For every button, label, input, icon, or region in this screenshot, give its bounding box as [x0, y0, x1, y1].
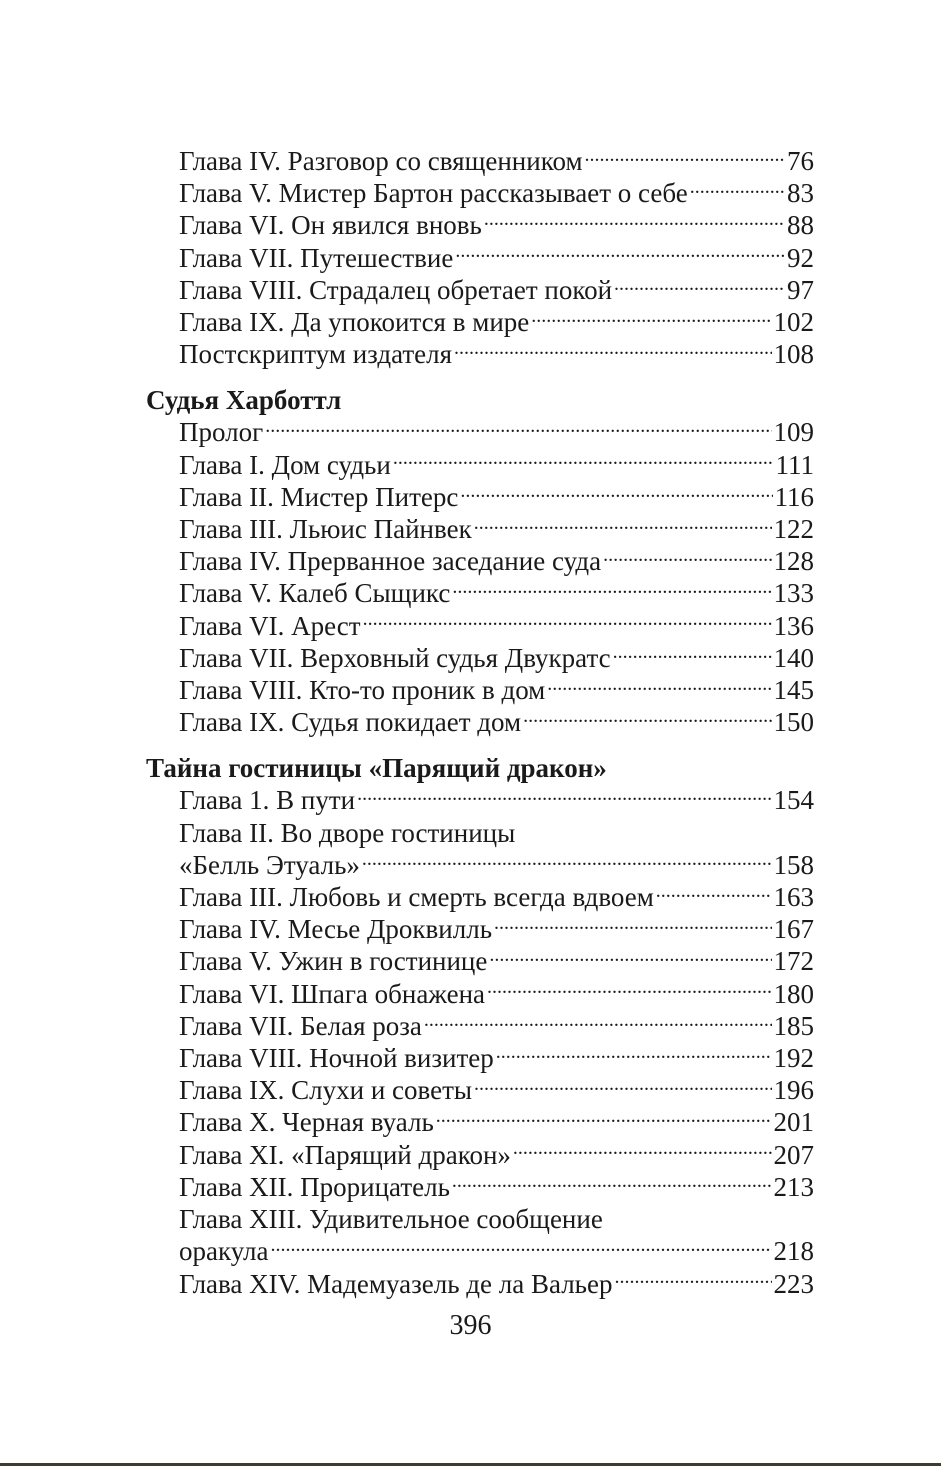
toc-entry	[179, 545, 814, 577]
toc-entry-page: 108	[773, 339, 814, 370]
toc-entry	[179, 674, 814, 706]
toc-entry	[179, 642, 814, 674]
toc-entry-title: оракула	[179, 1236, 269, 1267]
dot-leader	[474, 518, 772, 538]
dot-leader	[585, 150, 785, 170]
toc-entry	[179, 209, 814, 241]
toc-entry-page: 136	[773, 610, 814, 641]
toc-entry-title: Глава III. Любовь и смерть всегда вдвоем	[179, 882, 654, 913]
toc-entry-page: 180	[773, 978, 814, 1009]
toc-entry-page: 109	[773, 417, 814, 448]
toc-entry	[179, 1074, 814, 1106]
dot-leader	[496, 1047, 772, 1067]
toc-entry-title: Глава I. Дом судьи	[179, 449, 391, 480]
toc-entry-title: Глава V. Мистер Бартон рассказывает о себе	[179, 178, 688, 209]
toc-entry-page: 207	[773, 1139, 814, 1170]
toc-entry	[179, 978, 814, 1010]
dot-leader	[487, 983, 771, 1003]
toc-entry	[179, 416, 814, 448]
toc-section-dragon	[146, 752, 814, 1299]
toc-entry-title: Глава IV. Месье Дроквилль	[179, 914, 493, 945]
toc-entry-title: Глава VI. Шпага обнажена	[179, 978, 486, 1009]
dot-leader	[363, 615, 772, 635]
toc-entry-title: Глава IV. Прерванное заседание суда	[179, 546, 602, 577]
dot-leader	[614, 279, 785, 299]
toc-entry-first-line: Глава II. Во дворе гостиницы	[179, 817, 516, 848]
toc-entry-page: 97	[787, 274, 814, 305]
toc-entry	[179, 1106, 814, 1138]
toc-entry-page: 150	[773, 707, 814, 738]
toc-entry	[179, 913, 814, 945]
toc-entry	[179, 945, 814, 977]
toc-entry-page: 111	[775, 449, 814, 480]
toc-entry	[179, 274, 814, 306]
toc-entry-page: 102	[773, 307, 814, 338]
dot-leader	[523, 711, 771, 731]
dot-leader	[489, 950, 771, 970]
section-title: Тайна гостиницы «Парящий дракон»	[146, 753, 607, 784]
toc-entry-title: Глава X. Черная вуаль	[179, 1107, 434, 1138]
toc-entry	[179, 177, 814, 209]
toc-entry	[179, 1139, 814, 1171]
toc-entry-title: «Белль Этуаль»	[179, 849, 360, 880]
page-number: 396	[449, 1310, 492, 1341]
toc-entry	[179, 145, 814, 177]
toc-entry-title: Глава IV. Разговор со священником	[179, 146, 583, 176]
toc-entry-first-line: Глава XIII. Удивительное сообщение	[179, 1204, 603, 1235]
toc-entry-title: Глава III. Льюис Пайнвек	[179, 514, 472, 545]
toc-entry-page: 145	[773, 675, 814, 706]
toc-entry-page: 223	[773, 1268, 814, 1299]
toc-entry	[179, 1268, 814, 1300]
dot-leader	[513, 1144, 772, 1164]
toc-entry-title: Глава IX. Да упокоится в мире	[179, 307, 530, 338]
toc-entry-title: Глава IX. Слухи и советы	[179, 1075, 473, 1106]
toc-entry-page: 133	[773, 578, 814, 609]
dot-leader	[484, 214, 785, 234]
toc-entry-title: Глава V. Калеб Сыщикс	[179, 578, 451, 609]
toc-entry	[179, 1042, 814, 1074]
toc-entry-title: Глава V. Ужин в гостинице	[179, 946, 488, 977]
toc-entry	[179, 338, 814, 370]
toc-entry	[179, 513, 814, 545]
dot-leader	[603, 550, 771, 570]
toc-entry	[179, 306, 814, 338]
toc-entry-title: Глава VIII. Кто-то проник в дом	[179, 675, 546, 706]
dot-leader	[424, 1015, 772, 1035]
toc-entry-page: 172	[773, 946, 814, 977]
toc-section-judge	[146, 384, 814, 738]
toc-entry-page: 192	[773, 1043, 814, 1074]
toc-entry	[179, 1235, 814, 1267]
dot-leader	[455, 247, 785, 267]
toc-entry-page: 88	[787, 210, 814, 241]
toc-entry-page: 116	[774, 481, 814, 512]
toc-entry-page: 140	[773, 642, 814, 673]
toc-entry-page: 218	[773, 1236, 814, 1267]
dot-leader	[547, 679, 771, 699]
dot-leader	[452, 582, 771, 602]
toc-entry-title: Глава XIV. Мадемуазель де ла Вальер	[179, 1268, 613, 1299]
toc-entry-title: Постскриптум издателя	[179, 339, 453, 370]
toc-entry	[179, 706, 814, 738]
toc-entry-page: 163	[773, 882, 814, 913]
toc-entry	[179, 1010, 814, 1042]
toc-entry-title: Глава II. Мистер Питерс	[179, 481, 459, 512]
toc-entry-page: 92	[787, 242, 814, 273]
toc-entry-title: Глава VII. Белая роза	[179, 1010, 422, 1041]
toc-entry	[179, 784, 814, 816]
dot-leader	[362, 854, 772, 874]
toc-entry-title: Глава XI. «Парящий дракон»	[179, 1139, 511, 1170]
toc-entry-page: 158	[773, 849, 814, 880]
toc-entry-title: Глава VIII. Ночной визитер	[179, 1043, 494, 1074]
toc-entry	[179, 881, 814, 913]
dot-leader	[474, 1079, 771, 1099]
toc-entry-title: Глава 1. В пути	[179, 785, 356, 816]
toc-entry	[179, 610, 814, 642]
toc-entry	[179, 449, 814, 481]
toc-section-continued	[146, 145, 814, 370]
dot-leader	[460, 486, 772, 506]
toc-entry	[179, 849, 814, 881]
toc-entry-page: 167	[773, 914, 814, 945]
toc-entry-page: 128	[773, 546, 814, 577]
dot-leader	[690, 182, 785, 202]
toc-entry-page: 122	[773, 514, 814, 545]
toc-entry-title: Глава VII. Верховный судья Двукратс	[179, 642, 611, 673]
toc-entry-title: Глава VII. Путешествие	[179, 242, 454, 273]
toc-entry-title: Глава IX. Судья покидает дом	[179, 707, 522, 738]
toc-entry-page: 76	[787, 146, 814, 176]
toc-entry-title: Глава VIII. Страдалец обретает покой	[179, 274, 613, 305]
toc-entry-page: 185	[773, 1010, 814, 1041]
dot-leader	[452, 1176, 772, 1196]
dot-leader	[454, 343, 771, 363]
toc-entry-page: 213	[773, 1171, 814, 1202]
dot-leader	[614, 1273, 771, 1293]
section-title: Судья Харботтл	[146, 385, 342, 416]
dot-leader	[656, 886, 772, 906]
toc-entry	[179, 242, 814, 274]
dot-leader	[265, 421, 771, 441]
toc-entry-title: Пролог	[179, 417, 264, 448]
toc-entry-title: Глава VI. Он явился вновь	[179, 210, 482, 241]
toc-entry	[179, 577, 814, 609]
toc-entry-title: Глава VI. Арест	[179, 610, 361, 641]
toc-entry-page: 196	[773, 1075, 814, 1106]
toc-entry	[179, 481, 814, 513]
dot-leader	[271, 1240, 772, 1260]
toc-entry-page: 154	[773, 785, 814, 816]
toc-entry-title: Глава XII. Прорицатель	[179, 1171, 450, 1202]
dot-leader	[531, 311, 771, 331]
toc-entry-page: 83	[787, 178, 814, 209]
toc-entry-page: 201	[773, 1107, 814, 1138]
table-of-contents	[146, 145, 814, 1300]
dot-leader	[494, 918, 771, 938]
dot-leader	[393, 454, 774, 474]
dot-leader	[613, 647, 772, 667]
toc-entry	[179, 1171, 814, 1203]
dot-leader	[357, 789, 771, 809]
dot-leader	[436, 1111, 772, 1131]
